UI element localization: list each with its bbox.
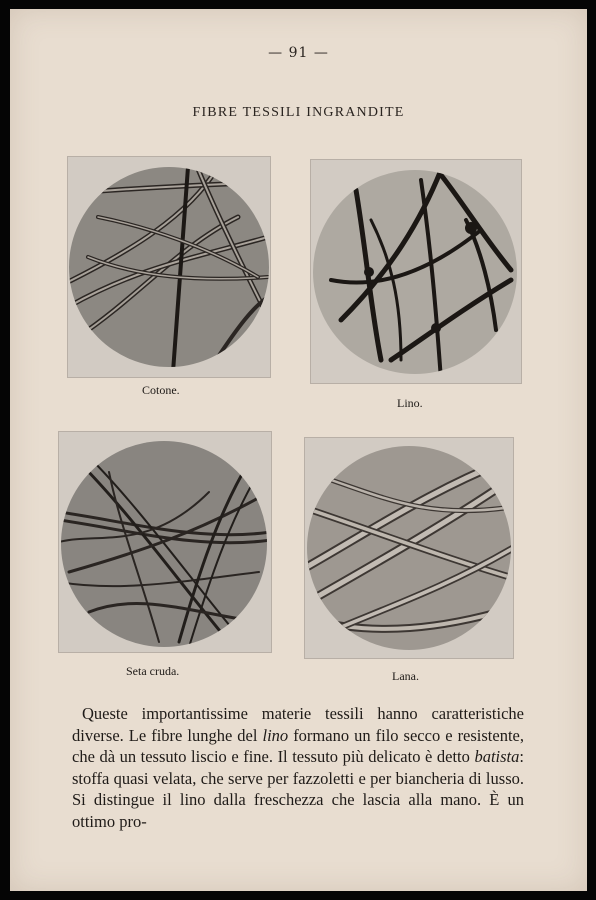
- caption-cotone: Cotone.: [142, 383, 180, 397]
- text-run: formano un filo secco e resistente, che dà un tessuto liscio e fine. Il tessuto più delicato è detto: [72, 725, 525, 766]
- figure-seta-cruda-image: [58, 431, 272, 653]
- figure-cotone-image: [67, 156, 271, 378]
- caption-lana: Lana.: [392, 669, 419, 683]
- caption-seta-cruda: Seta cruda.: [126, 664, 180, 678]
- book-page: [10, 9, 587, 891]
- figure-lino-image: [310, 159, 522, 384]
- italic-term: batista: [474, 747, 520, 766]
- caption-lino: Lino.: [397, 396, 423, 410]
- plate-title: FIBRE TESSILI INGRANDITE: [192, 105, 405, 120]
- text-run: Queste importantissime materie tessili hanno caratteristiche diverse. Le fibre lunghe del: [72, 704, 524, 745]
- body-paragraph: [72, 703, 524, 832]
- page-number: — 91 —: [268, 45, 329, 61]
- text-run: : stoffa quasi velata, che serve per fazzoletti e per biancheria di lusso. Si distingue il lino dalla freschezza che lascia alla mano. È un ottimo pro-: [72, 747, 524, 831]
- figure-lana-image: [304, 437, 514, 659]
- italic-term: lino: [262, 725, 289, 745]
